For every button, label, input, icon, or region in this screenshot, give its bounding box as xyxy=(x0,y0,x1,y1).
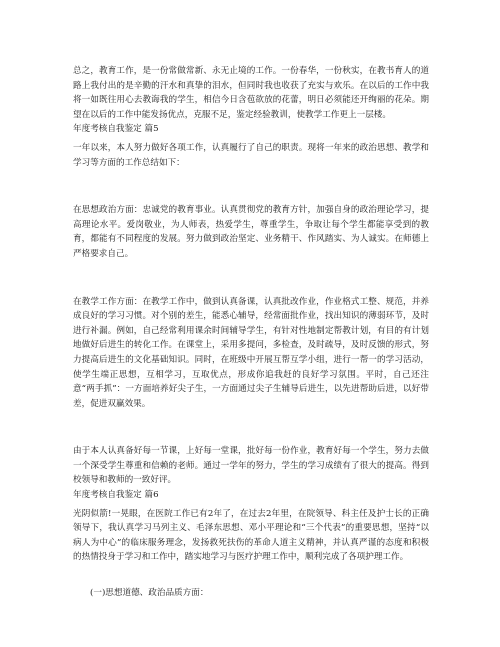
paragraph-conclusion: 总之，教育工作，是一份常做常新、永无止境的工作。一份春华，一份秋实，在教书育人的道路上我付出的是辛勤的汗水和真挚的泪水，但同时我也收获了充实与欢乐。在以后的工作中我将一如既往用心去教诲我的学生，相信今日含苞欲放的花蕾，明日必须能还开绚丽的花朵。期望在以后的工作中能发扬优点，克服不足，鉴定经验教训，使教学工作更上一层楼。 xyxy=(73,66,429,120)
section-heading-6: 年度考核自我鉴定 篇6 xyxy=(73,490,159,501)
spacer xyxy=(73,262,429,295)
paragraph-intro: 一年以来，本人努力做好各项工作，认真履行了自己的职责。现将一年来的政治思想、教学和学习等方面的工作总结如下： xyxy=(73,142,429,168)
spacer xyxy=(73,565,429,586)
spacer xyxy=(73,170,429,203)
paragraph-teaching: 在教学工作方面：在教学工作中，做到认真备课，认真批改作业，作业格式工整、规范，并养成良好的学习习惯。对个别的差生，能悉心辅导，经常面批作业，找出知识的薄弱环节，及时进行补漏。例如，自己经常利用课余时间辅导学生，有针对性地制定帮教计划，有目的有计划地做好后进生的转化工作。在课堂上，采用多提问，多检查，及时疏导，及时反馈的形式，努力提高后进生的文化基础知识。同时，在班级中开展互帮互学小组，进行一帮一的学习活动，使学生端正思想，互相学习，互取优点，形成你追我赶的良好学习氛围。平时，自己还注意“两手抓”：一方面培养好尖子生，一方面通过尖子生辅导后进生，以先进帮助后进，以好带差，促进双赢效果。 xyxy=(73,296,429,409)
document-page xyxy=(73,64,429,601)
spacer xyxy=(73,411,429,444)
paragraph-political: 在思想政治方面：忠诚党的教育事业。认真贯彻党的教育方针，加强自身的政治理论学习，提高理论水平。爱岗敬业，为人师表，热爱学生，尊重学生，争取让每个学生都能享受到的教育，都能有不同程度的发展。努力做到政治坚定、业务精干、作风踏实、为人诚实。在师德上严格要求自己。 xyxy=(73,205,429,259)
subsection-heading-1: (一)思想道德、政治品质方面： xyxy=(90,588,209,599)
section-heading-5: 年度考核自我鉴定 篇5 xyxy=(73,124,159,135)
paragraph-hospital: 光阴似箭!一晃眼，在医院工作已有2年了，在过去2年里，在院领导、科主任及护士长的正确领导下，我认真学习马列主义、毛泽东思想、邓小平理论和“三个代表”的重要思想，坚持“以病人为中心”的临床服务理念，发扬救死扶伤的革命人道主义精神，并认真严谨的态度和积极的热情投身于学习和工作中，踏实地学习与医疗护理工作中，顺利完成了各项护理工作。 xyxy=(73,508,429,563)
paragraph-results: 由于本人认真备好每一节课，上好每一堂课，批好每一份作业，教育好每一个学生，努力去做一个深受学生尊重和信赖的老师。通过一学年的努力，学生的学习成绩有了很大的提高。得到校领导和教师的一致好评。 xyxy=(73,446,429,486)
